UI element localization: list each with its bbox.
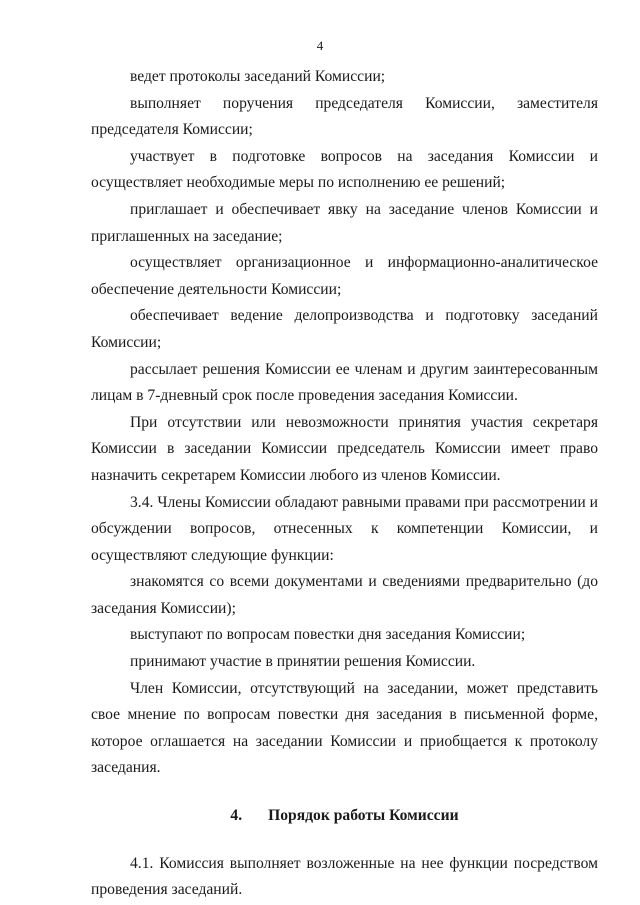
paragraph-secretary-absence: При отсутствии или невозможности принятия участия секретаря Комиссии в заседании Комиссии председатель Комиссии имеет право назначить секретарем Комиссии любого из членов Комиссии.: [91, 413, 598, 484]
paragraph-secretary-invites: приглашает и обеспечивает явку на заседание членов Комиссии и приглашенных на заседание;: [91, 200, 598, 245]
section-heading: [91, 803, 598, 830]
section-title: Порядок работы Комиссии: [268, 807, 459, 825]
paragraph-secretary-support: осуществляет организационное и информационно-аналитическое обеспечение деятельности Комиссии;: [91, 254, 598, 298]
paragraph-4-1: 4.1. Комиссия выполняет возложенные на нее функции посредством проведения заседаний.: [91, 854, 598, 899]
paragraph-absent-member: Член Комиссии, отсутствующий на заседании, может представить свое мнение по вопросам повестки дня заседания в письменной форме, которое оглашается на заседании Комиссии и приобщается к протоколу заседания.: [91, 679, 598, 777]
paragraph-secretary-instructions: выполняет поручения председателя Комиссии, заместителя председателя Комиссии;: [91, 94, 598, 139]
paragraph-secretary-protocols: ведет протоколы заседаний Комиссии;: [130, 68, 386, 85]
paragraph-secretary-preparation: участвует в подготовке вопросов на заседания Комиссии и осуществляет необходимые меры по исполнению ее решений;: [91, 147, 598, 192]
section-number: 4.: [230, 807, 243, 825]
paragraph-members-decisions: принимают участие в принятии решения Комиссии.: [130, 653, 476, 671]
document-body: [91, 64, 598, 904]
paragraph-members-speak: выступают по вопросам повестки дня заседания Комиссии;: [130, 626, 526, 644]
paragraph-members-documents: знакомятся со всеми документами и сведениями предварительно (до заседания Комиссии);: [91, 573, 598, 617]
paragraph-secretary-records: обеспечивает ведение делопроизводства и подготовку заседаний Комиссии;: [91, 307, 598, 351]
paragraph-3-4-members: 3.4. Члены Комиссии обладают равными правами при рассмотрении и обсуждении вопросов, отнесенных к компетенции Комиссии, и осуществляют следующие функции:: [91, 493, 598, 564]
paragraph-secretary-distribution: рассылает решения Комиссии ее членам и другим заинтересованным лицам в 7-дневный срок после проведения заседания Комиссии.: [91, 360, 598, 405]
page-number: 4: [316, 38, 324, 53]
